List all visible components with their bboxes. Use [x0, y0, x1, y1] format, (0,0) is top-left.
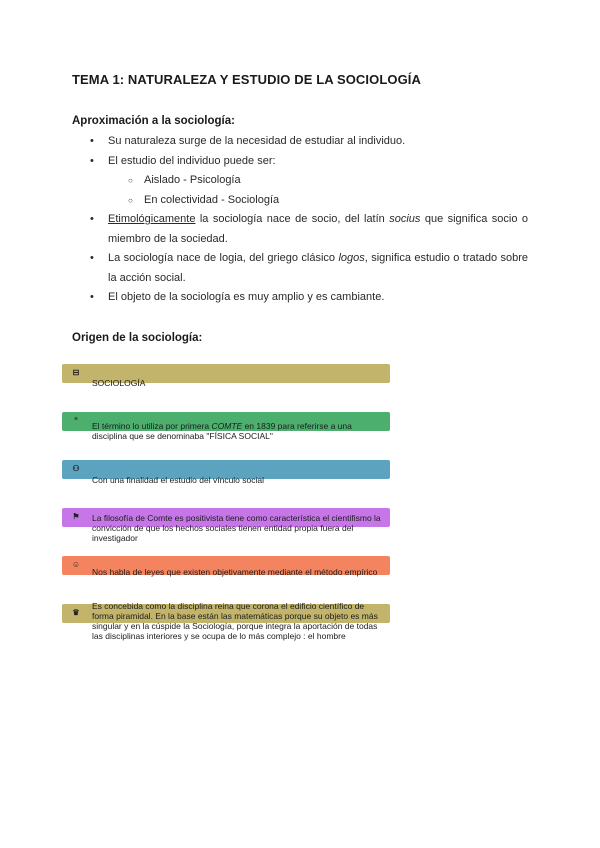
origin-text-1: SOCIOLOGÍA [92, 378, 146, 388]
origin-text-2: El término lo utiliza por primera COMTE en 1839 para referirse a una disciplina que se denominaba "FÍSICA SOCIAL" [92, 421, 352, 441]
people-icon: ⚇ [72, 464, 80, 473]
list-item: • El estudio del individuo puede ser: ○ Aislado - Psicología ○ En colectividad - Sociología [72, 152, 528, 211]
bullet-list [72, 132, 528, 308]
origin-text-6: Es concebida como la disciplina reina que corona el edificio científico de forma piramidal. En la base están las matemáticas porque su objeto es más singular y en la cúspide la Sociología, porque integra la aportación de todas las disciplinas interiores y se ocupa de lo más complejo : el hombre [92, 601, 378, 641]
list-item: • Su naturaleza surge de la necesidad de estudiar al individuo. [72, 132, 528, 152]
flag-icon: ⚑ [72, 512, 80, 521]
book-icon: ⊟ [72, 368, 80, 377]
quote-icon: “ [74, 416, 78, 425]
person-icon: ☺ [71, 560, 81, 569]
section-heading-origen: Origen de la sociología: [72, 332, 203, 344]
origin-text-5: Nos habla de leyes que existen objetivamente mediante el método empírico [92, 567, 378, 577]
page-title: TEMA 1: NATURALEZA Y ESTUDIO DE LA SOCIOLOGÍA [72, 72, 422, 87]
section-heading-aproximacion: Aproximación a la sociología: [72, 115, 235, 127]
list-item: • El objeto de la sociología es muy amplio y es cambiante. [72, 288, 528, 308]
sub-list-item: ○ Aislado - Psicología [108, 171, 528, 191]
list-item: • Etimológicamente la sociología nace de socio, del latín socius que significa socio o miembro de la sociedad. [72, 210, 528, 249]
origin-text-4: La filosofía de Comte es positivista tiene como característica el cientifismo la convicción de que los hechos sociales tienen entidad propia fuera del investigador [92, 513, 381, 543]
sub-list [108, 171, 528, 210]
crown-icon: ♛ [72, 608, 80, 617]
origin-text-3: Con una finalidad el estudio del vínculo social [92, 475, 265, 485]
list-item: • La sociología nace de logia, del griego clásico logos, significa estudio o tratado sobre la acción social. [72, 249, 528, 288]
sub-list-item: ○ En colectividad - Sociología [108, 191, 528, 211]
